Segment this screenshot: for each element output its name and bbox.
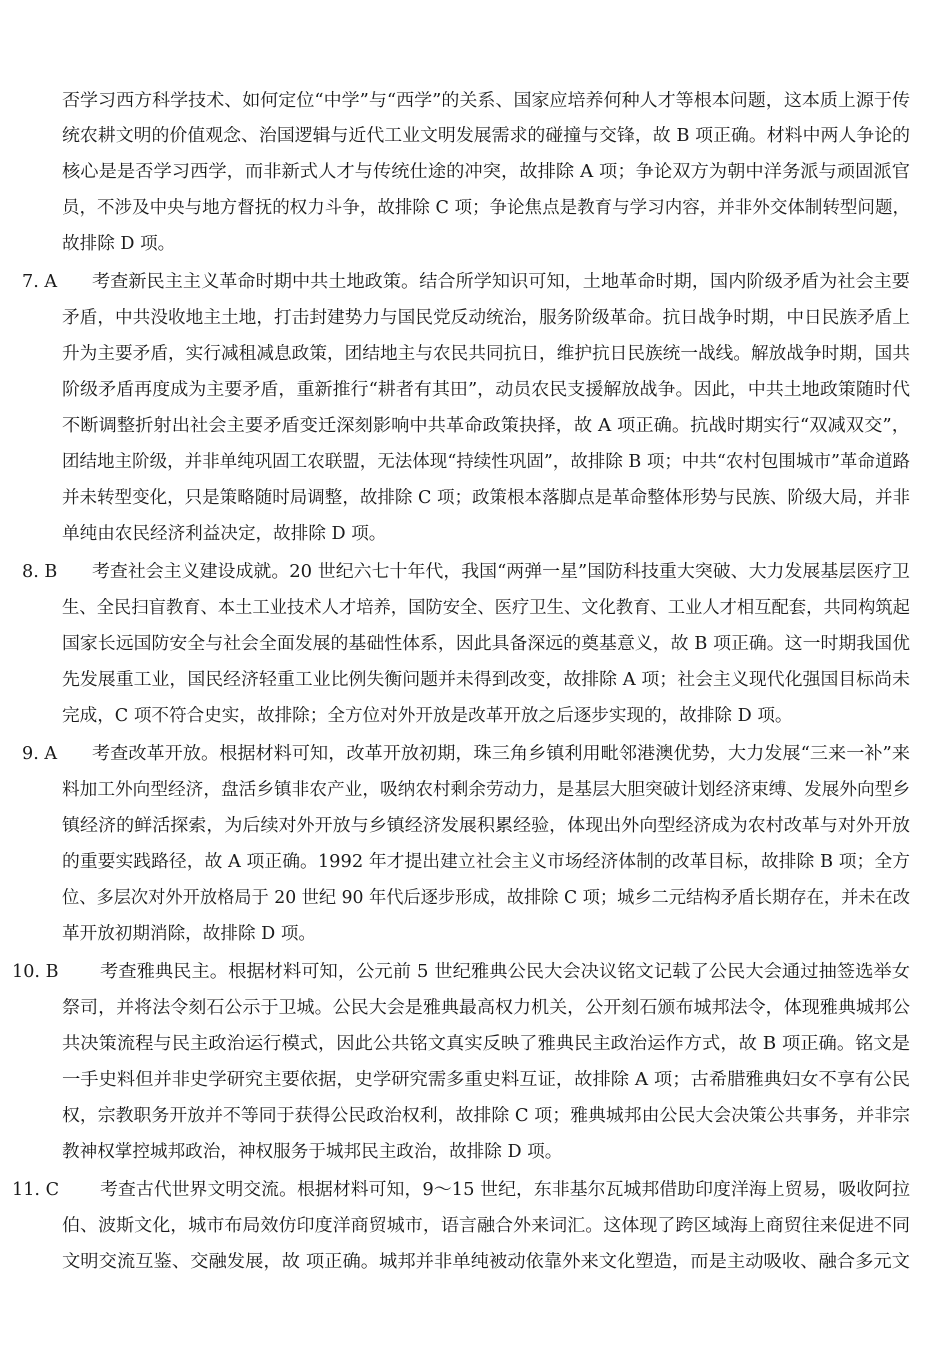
answer-number: 7. A — [22, 272, 58, 292]
text-line: 考查雅典民主。根据材料可知，公元前 5 世纪雅典公民大会决议铭文记载了公民大会通过抽签选举女 — [100, 962, 910, 982]
text-line: 阶级矛盾再度成为主要矛盾，重新推行“耕者有其田”，动员农民支援解放战争。因此，中共土地政策随时代 — [62, 380, 910, 400]
text-line: 共决策流程与民主政治运行模式，因此公共铭文真实反映了雅典民主政治运作方式，故 B 项正确。铭文是 — [62, 1034, 911, 1054]
text-line: 并未转型变化，只是策略随时局调整，故排除 C 项；政策根本落脚点是革命整体形势与民族、阶级大局，并非 — [62, 488, 910, 508]
text-line: 核心是是否学习西学，而非新式人才与传统仕途的冲突，故排除 A 项；争论双方为朝中洋务派与顽固派官 — [62, 162, 910, 182]
text-line: 料加工外向型经济，盘活乡镇非农产业，吸纳农村剩余劳动力，是基层大胆突破计划经济束缚、发展外向型乡 — [62, 780, 910, 800]
text-line: 祭司，并将法令刻石公示于卫城。公民大会是雅典最高权力机关，公开刻石颁布城邦法令，体现雅典城邦公 — [62, 998, 910, 1018]
answer-number: 11. C — [12, 1180, 60, 1200]
text-line: 不断调整折射出社会主要矛盾变迁深刻影响中共革命政策抉择，故 A 项正确。抗战时期实行“双减双交”， — [62, 416, 910, 436]
text-line: 一手史料但并非史学研究主要依据，史学研究需多重史料互证，故排除 A 项；古希腊雅典妇女不享有公民 — [62, 1070, 910, 1090]
text-line: 镇经济的鲜活探索，为后续对外开放与乡镇经济发展积累经验，体现出外向型经济成为农村改革与对外开放 — [62, 816, 910, 836]
text-line: 单纯由农民经济利益决定，故排除 D 项。 — [62, 524, 387, 544]
text-line: 位、多层次对外开放格局于 20 世纪 90 年代后逐步形成，故排除 C 项；城乡二元结构矛盾长期存在，并未在改 — [62, 888, 910, 908]
text-line: 团结地主阶级，并非单纯巩固工农联盟，无法体现“持续性巩固”，故排除 B 项；中共“农村包围城市”革命道路 — [62, 452, 910, 472]
text-line: 统农耕文明的价值观念、治国逻辑与近代工业文明发展需求的碰撞与交锋，故 B 项正确。材料中两人争论的 — [62, 126, 911, 146]
text-line: 员，不涉及中央与地方督抚的权力斗争，故排除 C 项；争论焦点是教育与学习内容，并非外交体制转型问题， — [62, 198, 910, 218]
text-line: 生、全民扫盲教育、本土工业技术人才培养，国防安全、医疗卫生、文化教育、工业人才相互配套，共同构筑起 — [62, 598, 910, 618]
text-line: 矛盾，中共没收地主土地，打击封建势力与国民党反动统治，服务阶级革命。抗日战争时期，中日民族矛盾上 — [62, 308, 910, 328]
text-line: 伯、波斯文化，城市布局效仿印度洋商贸城市，语言融合外来词汇。这体现了跨区域海上商贸往来促进不同 — [62, 1216, 910, 1236]
text-line: 故排除 D 项。 — [62, 234, 176, 254]
answer-number: 9. A — [22, 744, 58, 764]
text-line: 国家长远国防安全与社会全面发展的基础性体系，因此具备深远的奠基意义，故 B 项正确。这一时期我国优 — [62, 634, 911, 654]
text-line: 考查新民主主义革命时期中共土地政策。结合所学知识可知，土地革命时期，国内阶级矛盾为社会主要 — [92, 272, 910, 292]
answer-number: 8. B — [22, 562, 58, 582]
text-line: 文明交流互鉴、交融发展，故 项正确。城邦并非单纯被动依靠外来文化塑造，而是主动吸收、融合多元文 — [62, 1252, 910, 1272]
answer-number: 10. B — [12, 962, 59, 982]
text-line: 考查古代世界文明交流。根据材料可知，9～15 世纪，东非基尔瓦城邦借助印度洋海上贸易，吸收阿拉 — [100, 1180, 910, 1200]
text-line: 考查社会主义建设成就。20 世纪六七十年代，我国“两弹一星”国防科技重大突破、大力发展基层医疗卫 — [92, 562, 910, 582]
text-line: 升为主要矛盾，实行减租减息政策，团结地主与农民共同抗日，维护抗日民族统一战线。解放战争时期，国共 — [62, 344, 910, 364]
text-line: 否学习西方科学技术、如何定位“中学”与“西学”的关系、国家应培养何种人才等根本问题，这本质上源于传 — [62, 91, 910, 111]
text-line: 教神权掌控城邦政治，神权服务于城邦民主政治，故排除 D 项。 — [62, 1142, 563, 1162]
text-line: 考查改革开放。根据材料可知，改革开放初期，珠三角乡镇利用毗邻港澳优势，大力发展“三来一补”来 — [92, 744, 910, 764]
text-line: 先发展重工业，国民经济轻重工业比例失衡问题并未得到改变，故排除 A 项；社会主义现代化强国目标尚未 — [62, 670, 910, 690]
text-line: 权，宗教职务开放并不等同于获得公民政治权利，故排除 C 项；雅典城邦由公民大会决策公共事务，并非宗 — [62, 1106, 911, 1126]
text-line: 完成，C 项不符合史实，故排除；全方位对外开放是改革开放之后逐步实现的，故排除 D 项。 — [62, 706, 793, 726]
text-line: 革开放初期消除，故排除 D 项。 — [62, 924, 317, 944]
text-line: 的重要实践路径，故 A 项正确。1992 年才提出建立社会主义市场经济体制的改革目标，故排除 B 项；全方 — [62, 852, 910, 872]
